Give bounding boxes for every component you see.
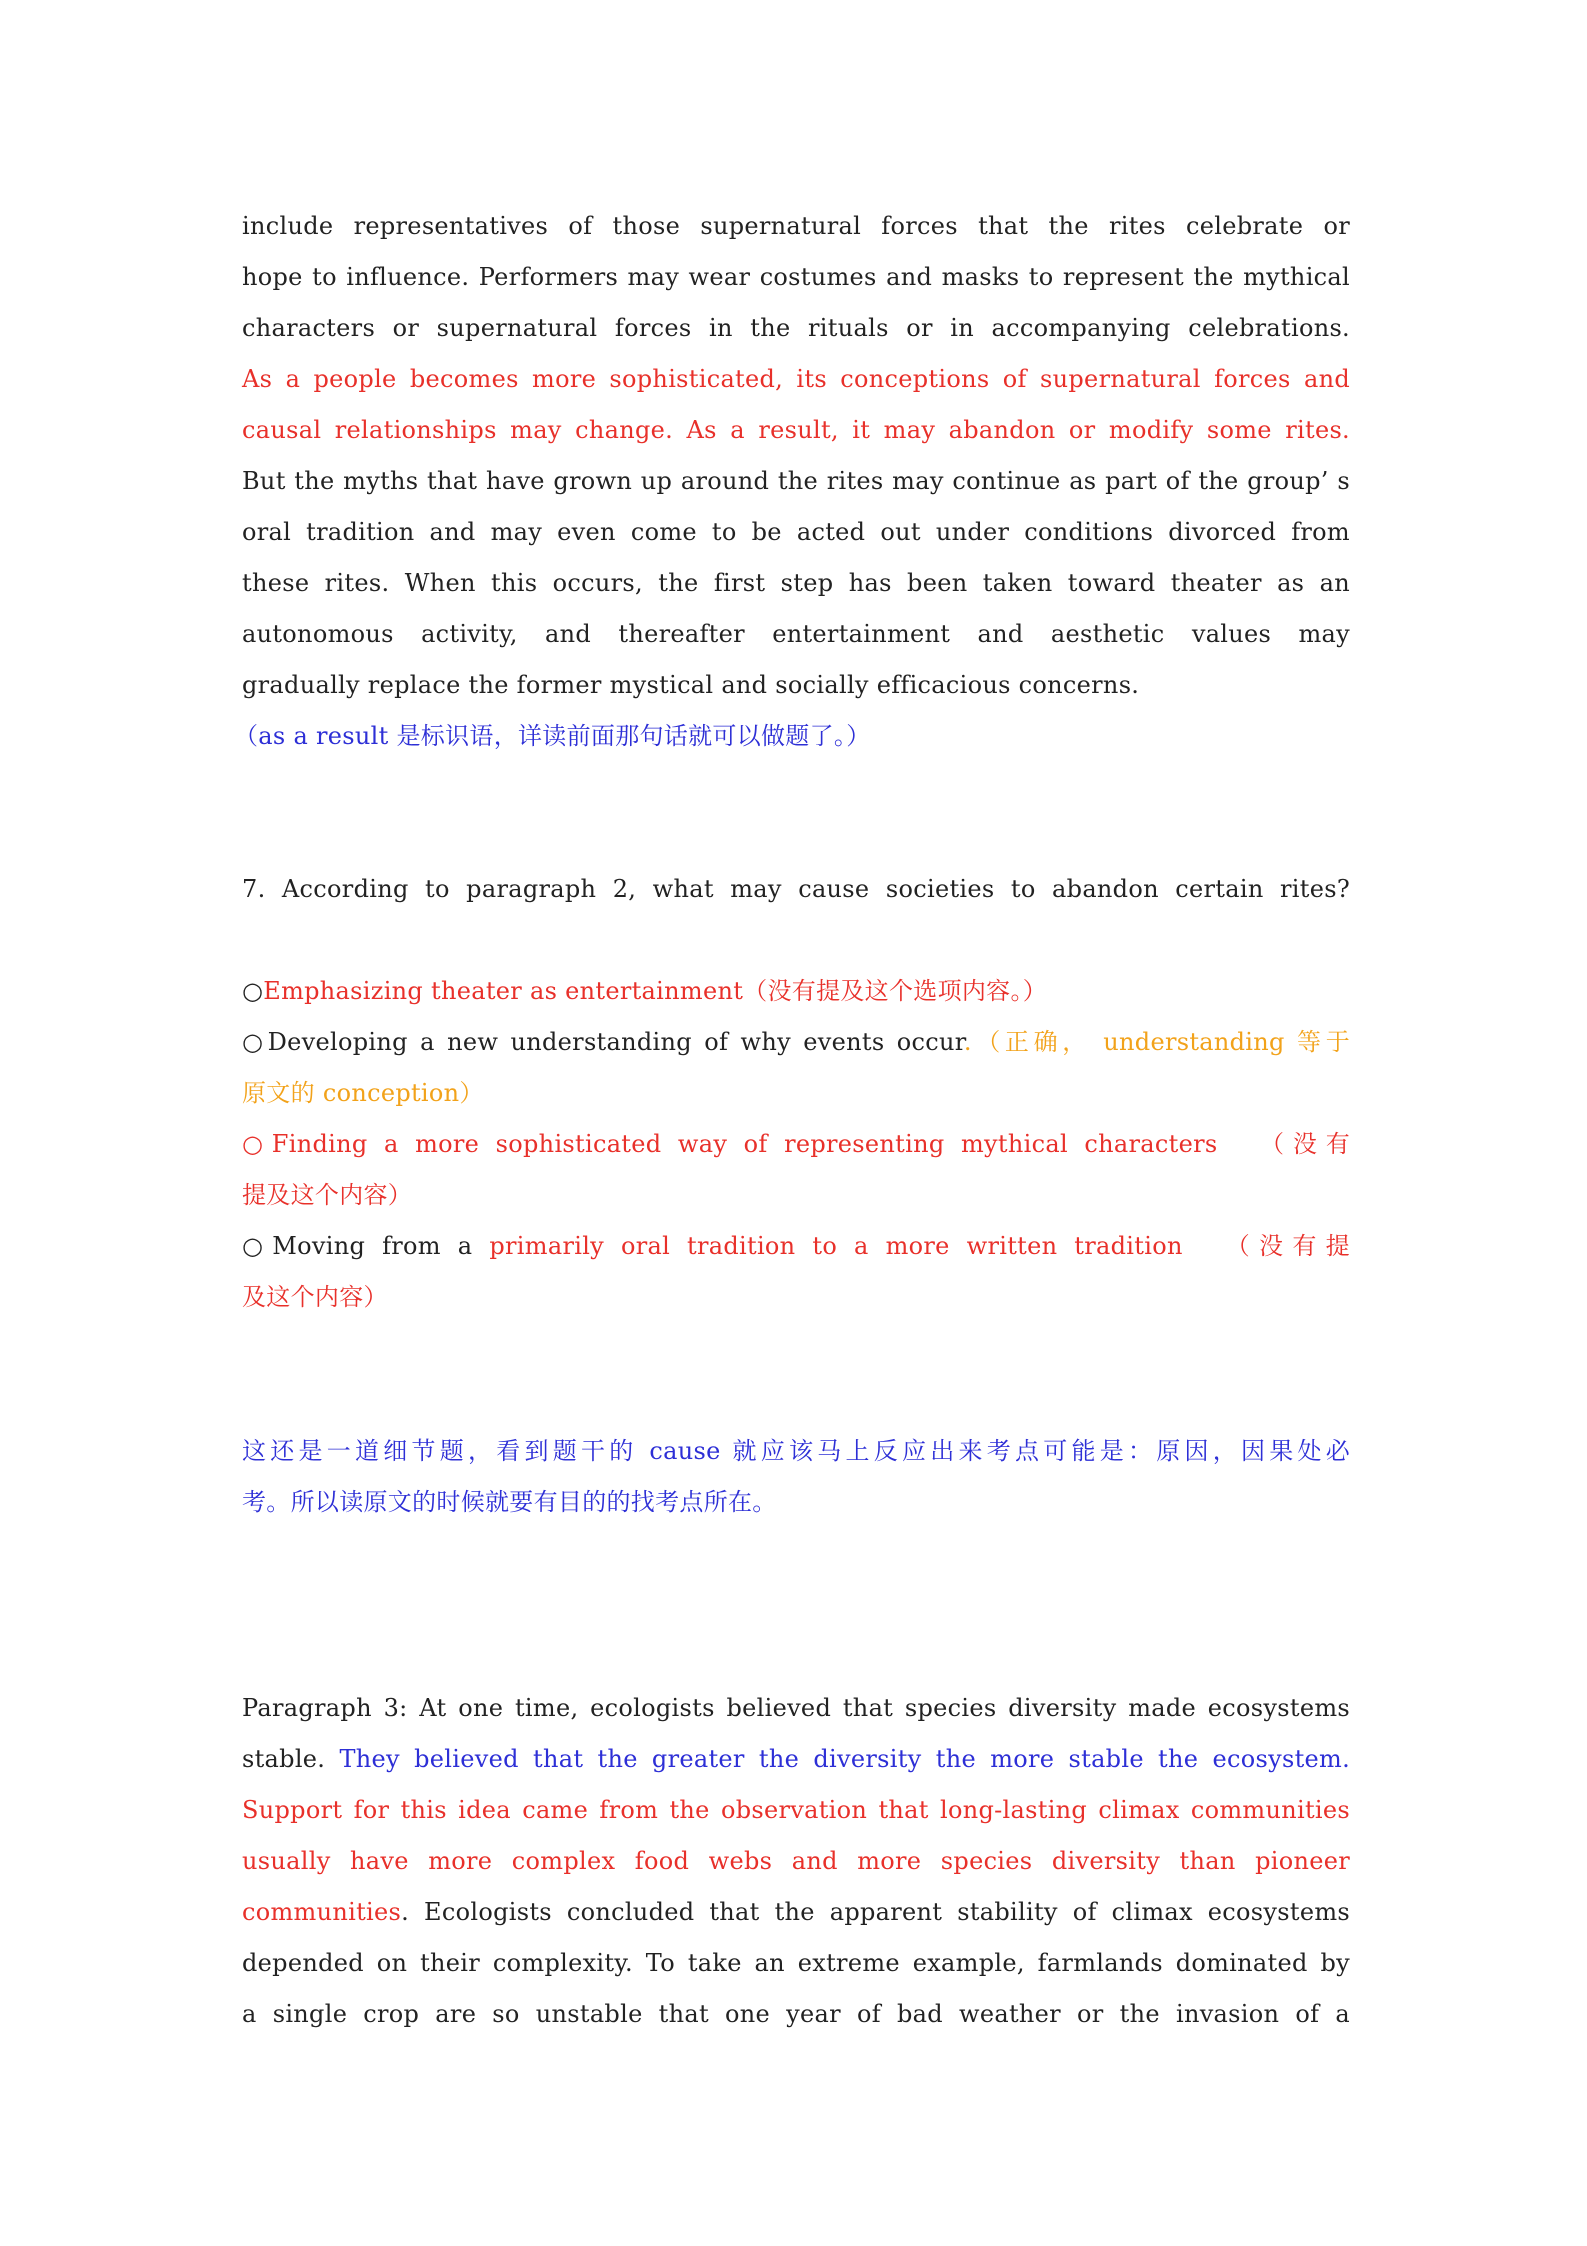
para2-line-4-highlight: As a people becomes more sophisticated, its conceptions of supernatural forces and [242, 365, 1350, 393]
option-marker-c: ○ [242, 1130, 272, 1158]
option-a-note: （没有提及这个选项内容。） [743, 977, 1048, 1005]
para2-line-7: oral tradition and may even come to be acted out under conditions divorced from [242, 518, 1350, 546]
option-a [242, 966, 1350, 1017]
para3-line-2 [242, 1734, 1350, 1785]
option-c-note-2: 提及这个内容） [242, 1181, 413, 1209]
para3-line-7: a single crop are so unstable that one year of bad weather or the invasion of a [242, 2000, 1350, 2028]
option-b-punct: . [963, 1028, 972, 1056]
para2-line-10: gradually replace the former mystical and socially efficacious concerns. [242, 671, 1140, 699]
option-d [242, 1221, 1350, 1272]
para3-line-4-highlight: usually have more complex food webs and more species diversity than pioneer [242, 1847, 1350, 1875]
option-d-text-1: Moving from a [272, 1232, 490, 1260]
para3-line-2-plain: stable. [242, 1745, 340, 1773]
question-stem: 7. According to paragraph 2, what may cause societies to abandon certain rites? [242, 875, 1350, 903]
option-c-text-1: Finding a more sophisticated way of [271, 1130, 785, 1158]
para3-line-3-highlight: Support for this idea came from the observation that long-lasting climax communities [242, 1796, 1350, 1824]
para2-line-1: include representatives of those supernatural forces that the rites celebrate or [242, 212, 1350, 240]
analysis-line-2: 考。所以读原文的时候就要有目的的找考点所在。 [242, 1488, 777, 1516]
para2-note: （as a result 是标识语，详读前面那句话就可以做题了。） [234, 722, 871, 750]
para3-line-1: Paragraph 3: At one time, ecologists believed that species diversity made ecosystems [242, 1694, 1350, 1722]
para3-line-5 [242, 1887, 1350, 1938]
option-d-note-1: （没有提 [1216, 1232, 1350, 1260]
option-c-text-2: representing mythical characters [784, 1130, 1218, 1158]
option-b [242, 1017, 1350, 1068]
option-b-text: Developing a new understanding of why events occur [267, 1028, 964, 1056]
para2-line-8: these rites. When this occurs, the first step has been taken toward theater as an [242, 569, 1350, 597]
para2-line-2: hope to influence. Performers may wear costumes and masks to represent the mythical [242, 263, 1350, 291]
para3-line-5-plain: . Ecologists concluded that the apparent stability of climax ecosystems [401, 1898, 1350, 1926]
option-a-text: Emphasizing theater as entertainment [263, 977, 744, 1005]
para2-line-9: autonomous activity, and thereafter entertainment and aesthetic values may [242, 620, 1350, 648]
para2-line-6: But the myths that have grown up around the rites may continue as part of the group’ s [242, 467, 1350, 495]
analysis-line-1: 这还是一道细节题，看到题干的 cause 就应该马上反应出来考点可能是：原因，因果处必 [242, 1437, 1350, 1465]
option-b-note-2: 原文的 conception） [242, 1079, 484, 1107]
para3-line-6: depended on their complexity. To take an extreme example, farmlands dominated by [242, 1949, 1350, 1977]
option-marker-d: ○ [242, 1232, 273, 1260]
para2-line-3: characters or supernatural forces in the rituals or in accompanying celebrations. [242, 314, 1350, 342]
option-marker-b: ○ [242, 1028, 268, 1056]
option-marker-a: ○ [242, 977, 264, 1005]
option-b-note-1: （正确， understanding 等于 [971, 1028, 1351, 1056]
para2-line-5-highlight: causal relationships may change. As a result, it may abandon or modify some rites. [242, 416, 1350, 444]
para3-line-2-highlight: They believed that the greater the diversity the more stable the ecosystem. [339, 1745, 1351, 1773]
option-d-note-2: 及这个内容） [242, 1283, 388, 1311]
option-d-text-2: primarily oral tradition to a more written tradition [489, 1232, 1183, 1260]
para3-line-5-highlight: communities [242, 1898, 402, 1926]
option-c-note-1: （没有 [1251, 1130, 1351, 1158]
option-c [242, 1119, 1350, 1170]
